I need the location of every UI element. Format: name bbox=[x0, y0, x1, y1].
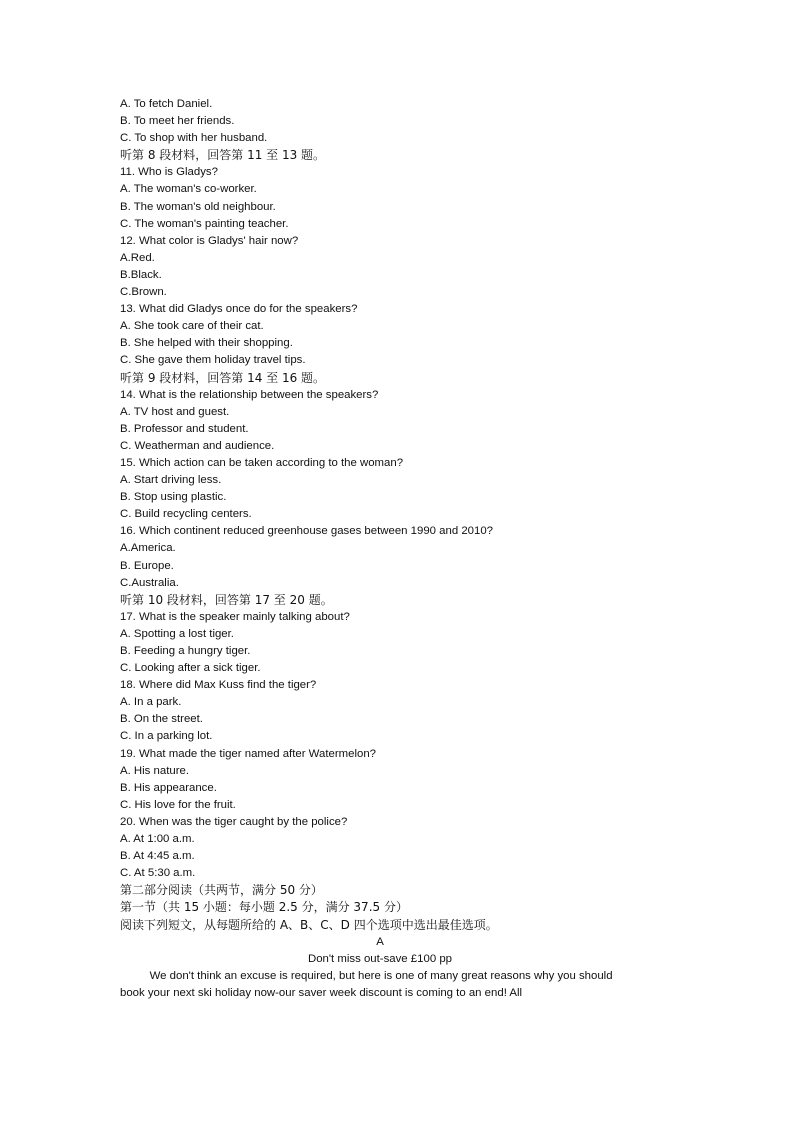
option-text: C.Australia. bbox=[120, 576, 179, 589]
option-text: A. TV host and guest. bbox=[120, 405, 230, 418]
passage-heading: A bbox=[376, 935, 384, 948]
section-instruction: 听第 10 段材料，回答第 17 至 20 题。 bbox=[120, 592, 333, 607]
option-text: B. Stop using plastic. bbox=[120, 491, 227, 504]
option-text: A.Red. bbox=[120, 251, 155, 264]
question-text: 14. What is the relationship between the speakers? bbox=[120, 388, 379, 401]
question-text: 17. What is the speaker mainly talking about? bbox=[120, 610, 350, 623]
option-text: B. To meet her friends. bbox=[120, 115, 235, 128]
option-text: B. On the street. bbox=[120, 713, 203, 726]
question-text: 20. When was the tiger caught by the police? bbox=[120, 815, 348, 828]
option-text: C. To shop with her husband. bbox=[120, 132, 268, 145]
option-text: B. The woman's old neighbour. bbox=[120, 200, 276, 213]
option-text: A. Start driving less. bbox=[120, 474, 222, 487]
option-text: C. Build recycling centers. bbox=[120, 508, 252, 521]
question-text: 11. Who is Gladys? bbox=[120, 166, 218, 179]
question-text: 18. Where did Max Kuss find the tiger? bbox=[120, 679, 317, 692]
option-text: A. His nature. bbox=[120, 764, 190, 777]
question-text: 12. What color is Gladys' hair now? bbox=[120, 234, 299, 247]
exam-page bbox=[120, 96, 640, 1002]
option-text: A. In a park. bbox=[120, 696, 182, 709]
option-text: B. His appearance. bbox=[120, 781, 217, 794]
section-instruction: 第一节（共 15 小题：每小题 2.5 分，满分 37.5 分） bbox=[120, 900, 408, 915]
option-text: A. She took care of their cat. bbox=[120, 320, 264, 333]
option-text: C. Weatherman and audience. bbox=[120, 439, 275, 452]
section-instruction: 听第 9 段材料，回答第 14 至 16 题。 bbox=[120, 370, 326, 385]
option-text: A.America. bbox=[120, 542, 176, 555]
option-text: A. Spotting a lost tiger. bbox=[120, 627, 234, 640]
option-text: A. At 1:00 a.m. bbox=[120, 833, 195, 846]
option-text: B.Black. bbox=[120, 268, 162, 281]
section-instruction: 阅读下列短文，从每题所给的 A、B、C、D 四个选项中选出最佳选项。 bbox=[120, 917, 498, 932]
question-text: 16. Which continent reduced greenhouse gases between 1990 and 2010? bbox=[120, 525, 494, 538]
option-text: C. In a parking lot. bbox=[120, 730, 213, 743]
question-text: 15. Which action can be taken according to the woman? bbox=[120, 456, 404, 469]
section-instruction: 听第 8 段材料，回答第 11 至 13 题。 bbox=[120, 148, 326, 163]
option-text: A. The woman's co-worker. bbox=[120, 183, 257, 196]
option-text: C. Looking after a sick tiger. bbox=[120, 662, 261, 675]
passage-heading: Don't miss out-save £100 pp bbox=[307, 952, 452, 965]
option-text: C. At 5:30 a.m. bbox=[120, 867, 196, 880]
question-text: 19. What made the tiger named after Watermelon? bbox=[120, 747, 376, 760]
option-text: B. At 4:45 a.m. bbox=[120, 850, 195, 863]
option-text: C.Brown. bbox=[120, 286, 167, 299]
question-text: 13. What did Gladys once do for the speakers? bbox=[120, 303, 358, 316]
option-text: B. She helped with their shopping. bbox=[120, 337, 293, 350]
option-text: C. The woman's painting teacher. bbox=[120, 217, 289, 230]
option-text: A. To fetch Daniel. bbox=[120, 98, 213, 110]
option-text: C. She gave them holiday travel tips. bbox=[120, 354, 306, 367]
option-text: B. Professor and student. bbox=[120, 422, 249, 435]
option-text: C. His love for the fruit. bbox=[120, 798, 236, 811]
section-instruction: 第二部分阅读（共两节，满分 50 分） bbox=[120, 883, 323, 898]
option-text: B. Europe. bbox=[120, 559, 174, 572]
passage-paragraph: We don't think an excuse is required, but here is one of many great reasons why you should book your next ski holiday now-our saver week discount is coming to an end! All bbox=[120, 969, 613, 999]
option-text: B. Feeding a hungry tiger. bbox=[120, 645, 251, 657]
